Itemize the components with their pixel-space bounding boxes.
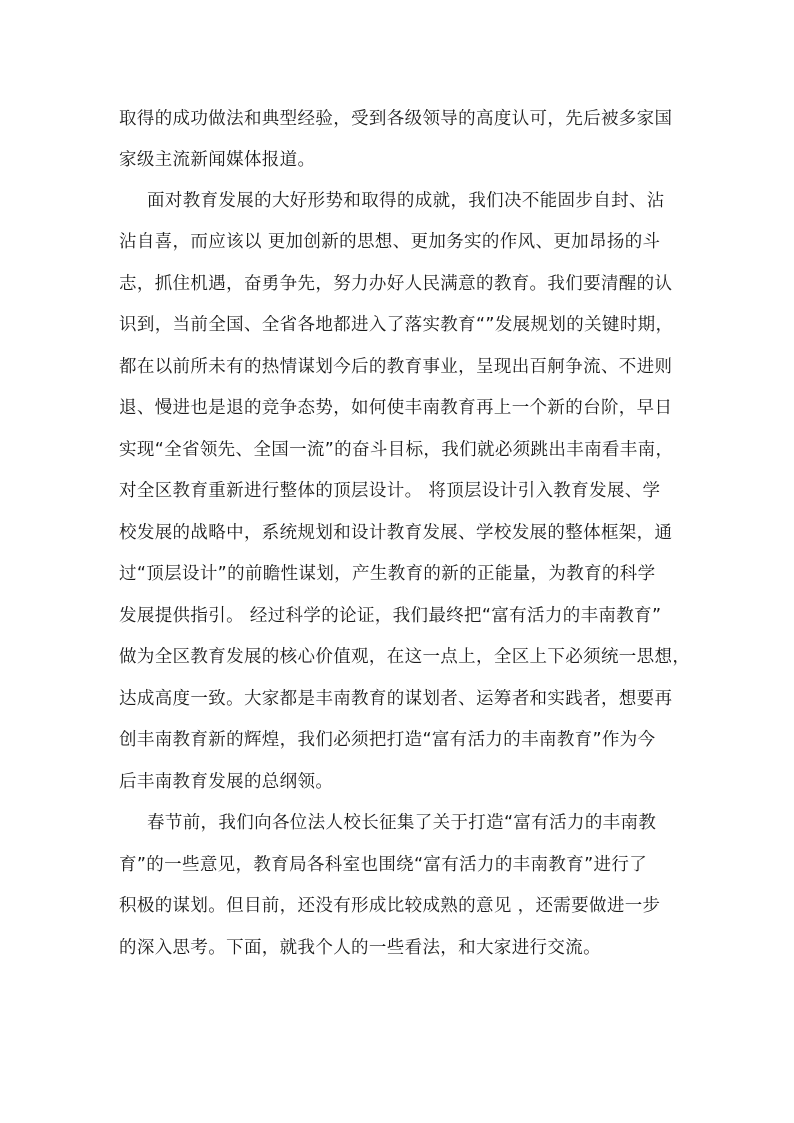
text-line: 发展提供指引。 经过科学的论证，我们最终把“富有活力的丰南教育” bbox=[119, 606, 662, 626]
text-line: 积极的谋划。但目前，还没有形成比较成熟的意见 ，还需要做进一步 bbox=[119, 896, 661, 916]
text-line: 家级主流新闻媒体报道。 bbox=[119, 150, 316, 170]
text-line: 识到，当前全国、全省各地都进入了落实教育“”发展规划的关键时期， bbox=[119, 315, 674, 335]
text-line: 对全区教育重新进行整体的顶层设计。 将顶层设计引入教育发展、学 bbox=[119, 481, 661, 501]
text-line: 达成高度一致。大家都是丰南教育的谋划者、运筹者和实践者，想要再 bbox=[119, 689, 673, 709]
text-line: 的深入思考。下面，就我个人的一些看法，和大家进行交流。 bbox=[119, 938, 601, 958]
text-line: 志，抓住机遇，奋勇争先，努力办好人民满意的教育。我们要清醒的认 bbox=[119, 274, 673, 294]
text-line: 后丰南教育发展的总纲领。 bbox=[119, 772, 334, 792]
text-line: 做为全区教育发展的核心价值观，在这一点上，全区上下必须统一思想， bbox=[119, 647, 691, 667]
text-line: 过“顶层设计”的前瞻性谋划，产生教育的新的正能量，为教育的科学 bbox=[119, 564, 656, 584]
text-line: 育”的一些意见，教育局各科室也围绕“富有活力的丰南教育”进行了 bbox=[119, 855, 648, 875]
text-line: 实现“全省领先、全国一流”的奋斗目标，我们就必须跳出丰南看丰南， bbox=[119, 440, 674, 460]
text-line: 校发展的战略中，系统规划和设计教育发展、学校发展的整体框架，通 bbox=[119, 523, 673, 543]
text-line: 创丰南教育新的辉煌，我们必须把打造“富有活力的丰南教育”作为今 bbox=[119, 730, 656, 750]
text-line: 春节前，我们向各位法人校长征集了关于打造“富有活力的丰南教 bbox=[147, 813, 657, 833]
text-line: 都在以前所未有的热情谋划今后的教育事业，呈现出百舸争流、不进则 bbox=[119, 357, 673, 377]
text-line: 退、慢进也是退的竞争态势，如何使丰南教育再上一个新的台阶，早日 bbox=[119, 398, 673, 418]
text-line: 沾自喜，而应该以 更加创新的思想、更加务实的作风、更加昂扬的斗 bbox=[119, 232, 661, 252]
text-line: 面对教育发展的大好形势和取得的成就，我们决不能固步自封、沾 bbox=[147, 191, 665, 211]
text-line: 取得的成功做法和典型经验，受到各级领导的高度认可，先后被多家国 bbox=[119, 109, 673, 129]
